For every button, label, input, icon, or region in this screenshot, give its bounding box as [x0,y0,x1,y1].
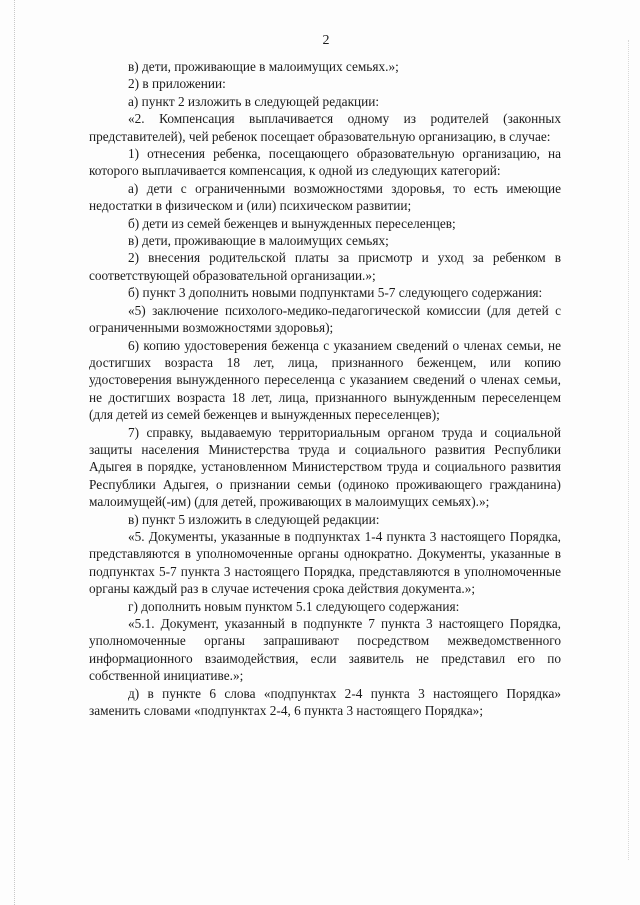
paragraph: а) дети с ограниченными возможностями здоровья, то есть имеющие недостатки в физическом и (или) психическом развитии; [89,180,561,214]
paragraph: б) пункт 3 дополнить новыми подпунктами 5-7 следующего содержания: [128,285,543,301]
paragraph: 1) отнесения ребенка, посещающего образовательную организацию, на которого выплачивается компенсация, к одной из следующих категорий: [89,146,561,179]
document-body [89,58,561,719]
scan-edge-right [628,40,630,860]
paragraph: г) дополнить новым пунктом 5.1 следующего содержания: [128,598,460,614]
paragraph: б) дети из семей беженцев и вынужденных переселенцев; [128,215,456,231]
paragraph: «5) заключение психолого-медико-педагогической комиссии (для детей с ограниченными возможностями здоровья); [89,302,561,336]
paragraph: «2. Компенсация выплачивается одному из родителей (законных представителей), чей ребенок посещает образовательную организацию, в случае: [89,111,561,144]
paragraph: в) пункт 5 изложить в следующей редакции: [128,511,380,527]
paragraph: 7) справку, выдаваемую территориальным органом труда и социальной защиты населения Министерства труда и социального развития Республики Адыгея в порядке, установленном Министерством труда и социального развития Республики Адыгея, о признании семьи (одиноко проживающего гражданина) малоимущей(-им) (для детей, проживающих в малоимущих семьях).»; [89,424,561,510]
paragraph: в) дети, проживающие в малоимущих семьях; [128,233,389,249]
paragraph: 2) в приложении: [128,76,226,92]
paragraph: 6) копию удостоверения беженца с указанием сведений о членах семьи, не достигших возраста 18 лет, лица, признанного беженцем, или копию удостоверения вынужденного переселенца с указанием сведений о членах семьи, не достигших возраста 18 лет, лица, признанного вынужденным переселенцем (для детей из семей беженцев и вынужденных переселенцев); [89,337,561,423]
paragraph: а) пункт 2 изложить в следующей редакции: [128,93,380,109]
page-number: 2 [322,33,330,48]
paragraph: «5. Документы, указанные в подпунктах 1-4 пункта 3 настоящего Порядка, представляются в уполномоченные органы однократно. Документы, указанные в подпунктах 5-7 пункта 3 настоящего Порядка, представляются в уполномоченные органы каждый раз в случае истечения срока действия документа.»; [89,528,561,597]
paragraph: «5.1. Документ, указанный в подпункте 7 пункта 3 настоящего Порядка, уполномоченные органы запрашивают посредством межведомственного информационного взаимодействия, если заявитель не представил его по собственной инициативе.»; [89,616,561,684]
paragraph: в) дети, проживающие в малоимущих семьях.»; [128,59,399,74]
paragraph: д) в пункте 6 слова «подпунктах 2-4 пункта 3 настоящего Порядка» заменить словами «подпунктах 2-4, 6 пункта 3 настоящего Порядка»; [89,685,561,719]
paragraph: 2) внесения родительской платы за присмотр и уход за ребенком в соответствующей образовательной организации.»; [89,250,561,283]
scan-edge-left [14,0,16,905]
